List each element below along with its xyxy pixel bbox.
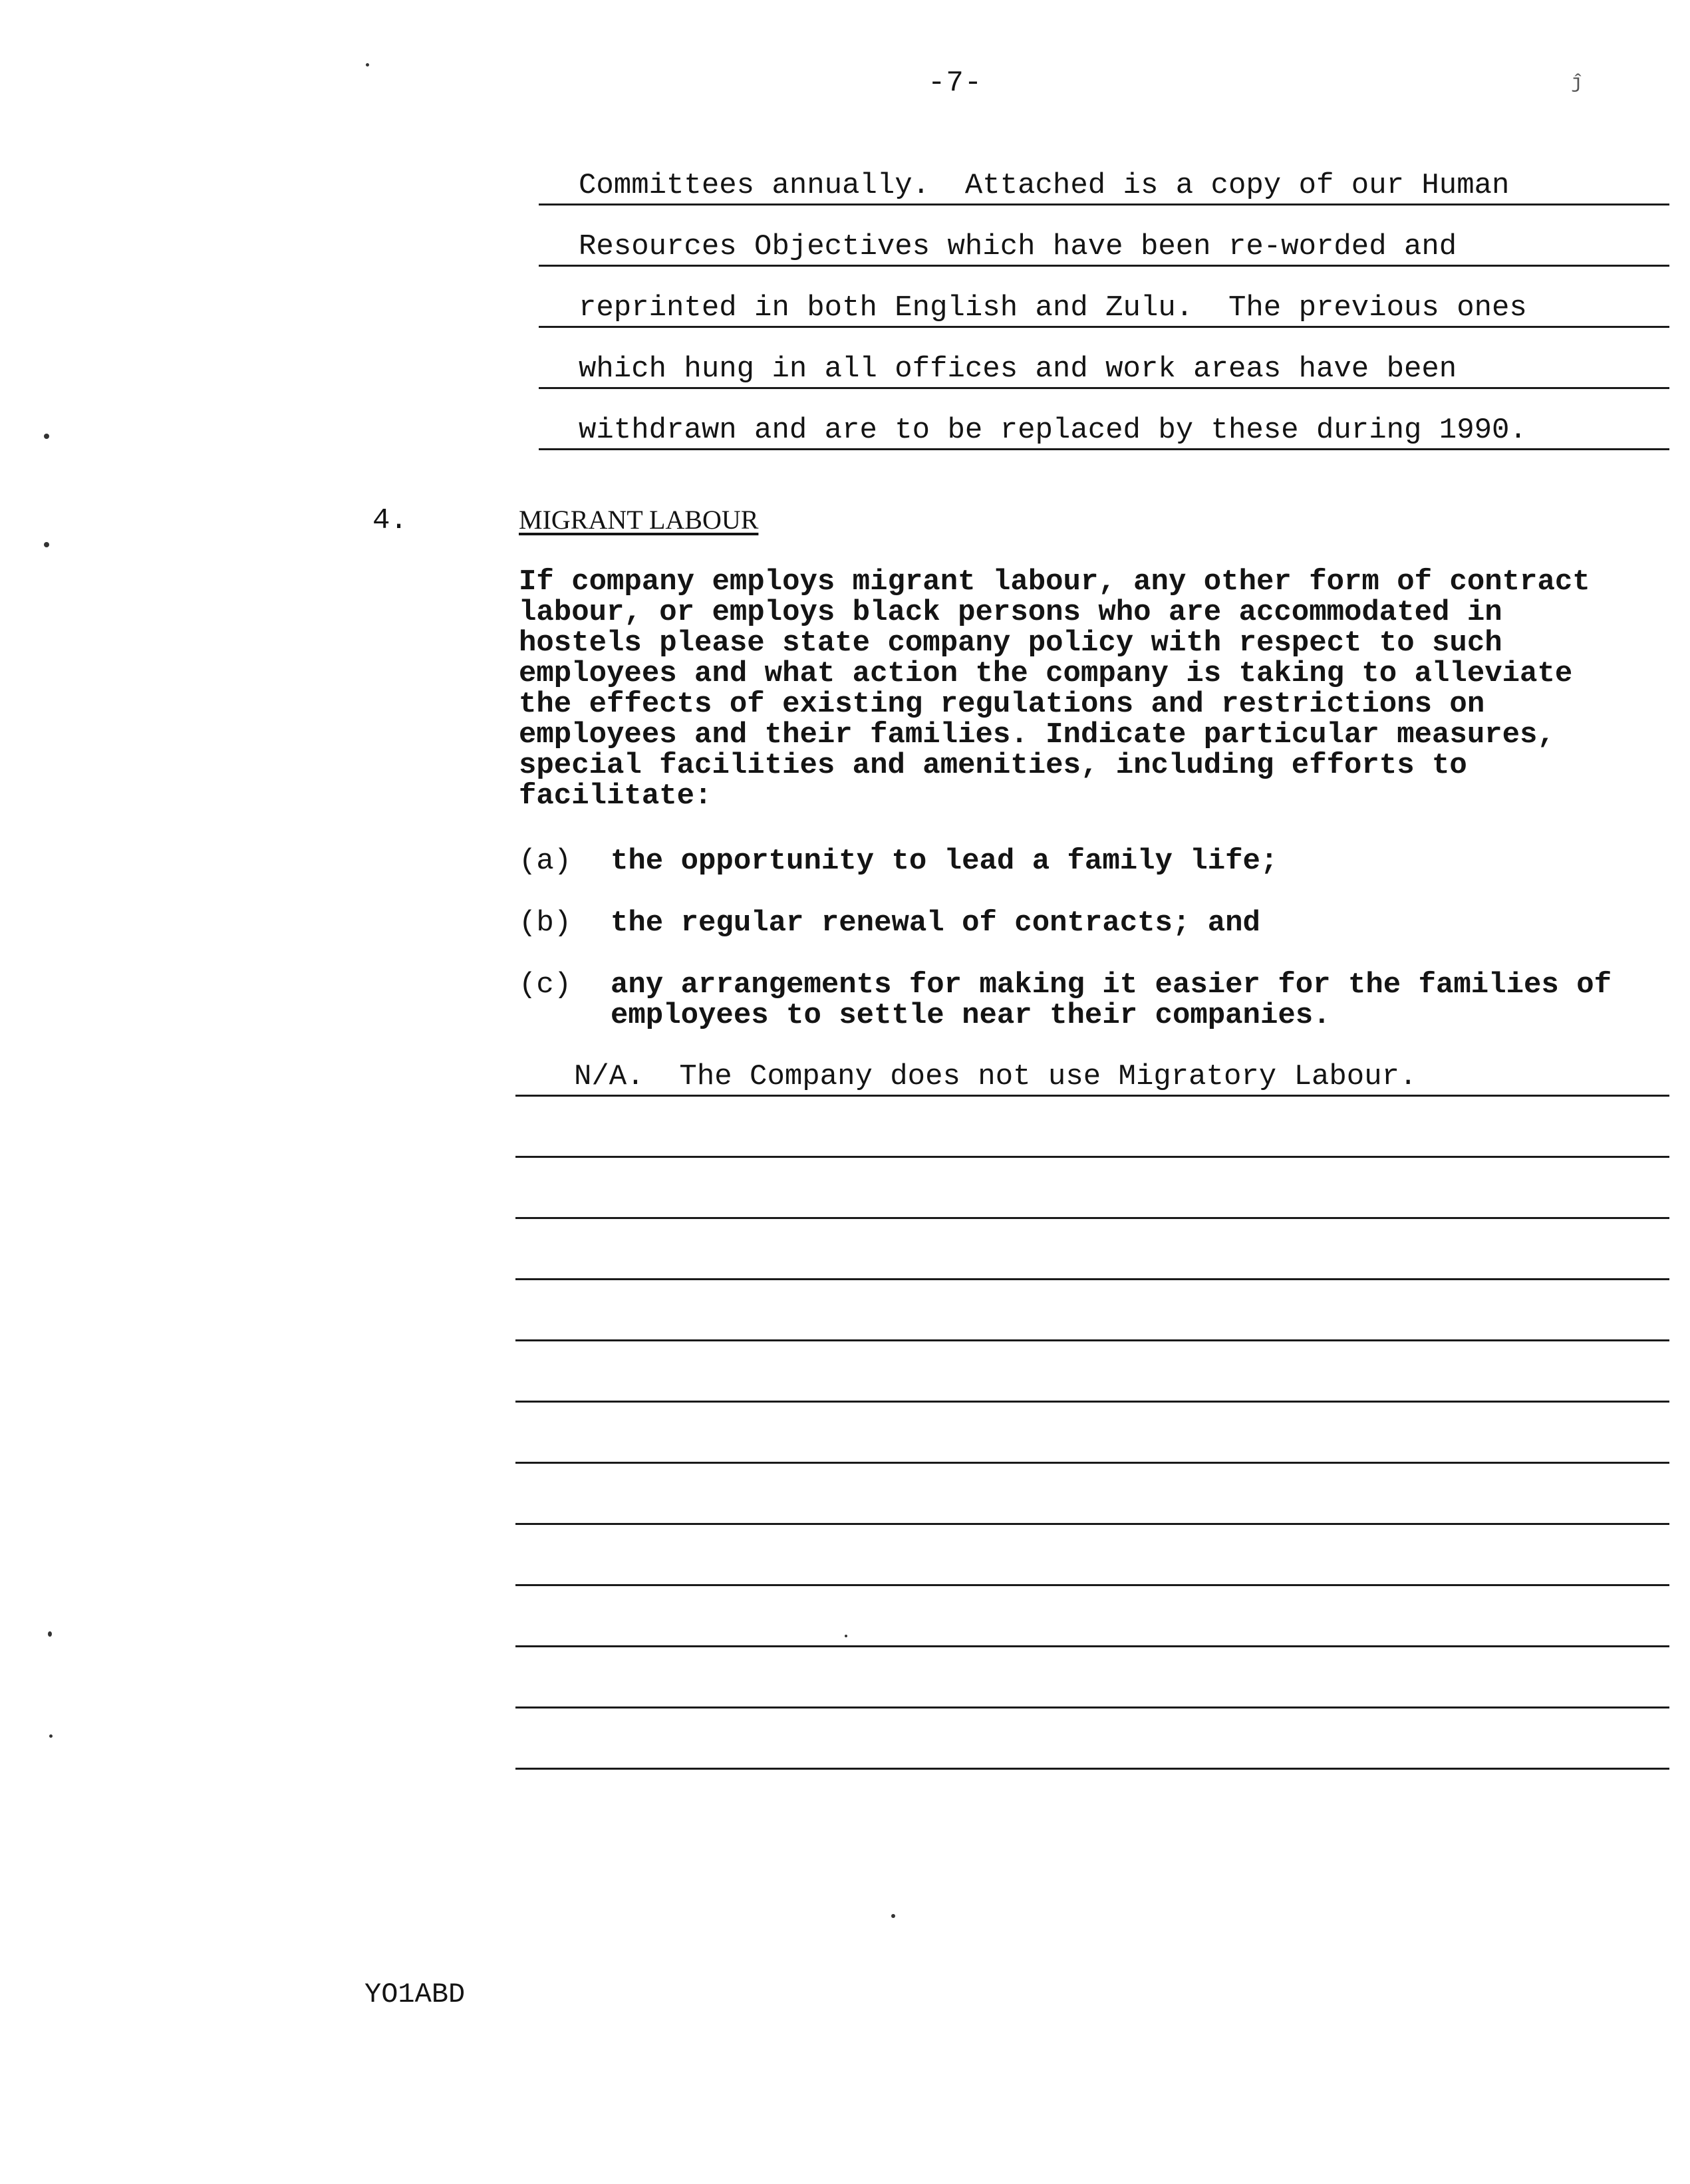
scan-speck: [44, 434, 49, 439]
item-text: any arrangements for making it easier for the families of employees to settle near their companies.: [611, 968, 1612, 1032]
blank-line: [515, 1339, 1669, 1341]
scan-speck: [49, 1734, 53, 1738]
blank-line: [515, 1523, 1669, 1525]
answer-line: [539, 166, 1669, 205]
blank-line: [515, 1584, 1669, 1586]
blank-line: [515, 1217, 1669, 1219]
section-number: 4.: [372, 504, 408, 537]
blank-line: [515, 1278, 1669, 1280]
blank-line: [515, 1156, 1669, 1158]
scan-speck: [44, 542, 49, 547]
scan-speck: [366, 63, 369, 67]
item-label: (c): [519, 968, 572, 1002]
scan-speck: [845, 1635, 847, 1637]
item-label: (a): [519, 845, 572, 878]
answer-line-text: reprinted in both English and Zulu. The previous ones: [579, 291, 1527, 325]
scan-speck: [48, 1631, 52, 1637]
item-label: (b): [519, 906, 572, 940]
section-paragraph: If company employs migrant labour, any other form of contract labour, or employs black persons who are accommodated in hostels please state company policy with respect to such employees and what action the company is taking to alleviate the effects of existing regulations and restrictions on employees and their families. Indicate particular measures, special facilities and amenities, including efforts to facilitate:: [519, 565, 1590, 813]
page-number: -7-: [928, 67, 983, 100]
answer-line: [539, 411, 1669, 450]
footer-code: YO1ABD: [364, 1979, 466, 2010]
section-answer-line: [515, 1057, 1669, 1097]
answer-line-text: Committees annually. Attached is a copy of our Human: [579, 169, 1510, 202]
blank-line: [515, 1645, 1669, 1647]
blank-line: [515, 1462, 1669, 1464]
answer-line-text: which hung in all offices and work areas have been: [579, 352, 1457, 386]
answer-line: [539, 227, 1669, 267]
blank-line: [515, 1768, 1669, 1770]
scan-speck: [891, 1914, 895, 1918]
blank-line: [515, 1706, 1669, 1708]
answer-line-text: withdrawn and are to be replaced by these during 1990.: [579, 414, 1527, 447]
item-text: the opportunity to lead a family life;: [611, 845, 1278, 878]
corner-mark: ĵ: [1571, 72, 1584, 94]
answer-line-text: Resources Objectives which have been re-worded and: [579, 230, 1457, 263]
section-answer-text: N/A. The Company does not use Migratory Labour.: [574, 1060, 1417, 1093]
section-title: MIGRANT LABOUR: [519, 505, 759, 535]
answer-line: [539, 350, 1669, 389]
item-text: the regular renewal of contracts; and: [611, 906, 1260, 940]
blank-line: [515, 1401, 1669, 1403]
answer-line: [539, 289, 1669, 328]
